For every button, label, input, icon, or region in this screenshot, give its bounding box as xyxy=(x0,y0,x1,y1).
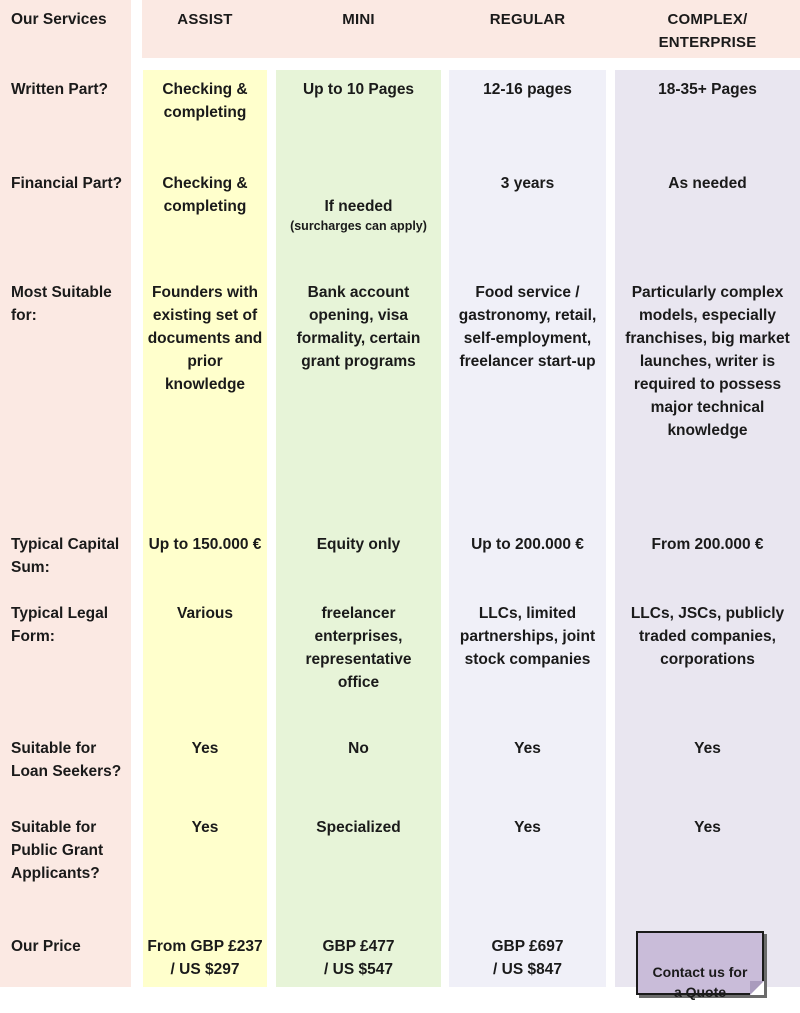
written-complex: 18-35+ Pages xyxy=(658,81,757,98)
financial-regular: 3 years xyxy=(500,175,555,192)
column-header-regular: REGULAR xyxy=(489,11,566,28)
written-assist: Checking & completing xyxy=(162,81,248,121)
complex-column-background xyxy=(615,70,800,987)
capital-complex: From 200.000 € xyxy=(651,536,764,553)
suitable-complex: Particularly complex models, especially franchises, big market launches, writer is required to possess major technical knowledge xyxy=(625,284,790,439)
financial-mini-text: If needed xyxy=(324,198,393,215)
financial-mini-note: (surcharges can apply) xyxy=(290,219,427,233)
loan-complex: Yes xyxy=(694,740,721,757)
legal-complex: LLCs, JSCs, publicly traded companies, corporations xyxy=(630,605,785,668)
capital-regular: Up to 200.000 € xyxy=(471,536,584,553)
grant-complex: Yes xyxy=(694,819,721,836)
column-header-complex: COMPLEX/ ENTERPRISE xyxy=(658,11,757,51)
loan-regular: Yes xyxy=(514,740,541,757)
row-label-legal: Typical Legal Form: xyxy=(11,605,109,645)
grant-regular: Yes xyxy=(514,819,541,836)
financial-mini xyxy=(276,172,441,257)
loan-assist: Yes xyxy=(191,740,219,757)
loan-mini: No xyxy=(348,740,369,757)
row-label-price: Our Price xyxy=(11,938,81,955)
table-title: Our Services xyxy=(11,11,107,28)
regular-column-background xyxy=(449,70,606,987)
row-label-loan: Suitable for Loan Seekers? xyxy=(11,740,122,780)
capital-assist: Up to 150.000 € xyxy=(148,536,262,553)
row-label-suitable: Most Suitable for: xyxy=(11,284,112,324)
contact-quote-label: Contact us for a Quote xyxy=(652,964,748,1000)
column-header-mini: MINI xyxy=(342,11,375,28)
legal-assist: Various xyxy=(177,605,233,622)
financial-assist: Checking & completing xyxy=(162,175,248,215)
row-label-capital: Typical Capital Sum: xyxy=(11,536,120,576)
legal-mini: freelancer enterprises, representative office xyxy=(305,605,412,691)
row-label-financial: Financial Part? xyxy=(11,175,123,192)
grant-mini: Specialized xyxy=(316,819,401,836)
price-regular: GBP £697 / US $847 xyxy=(491,938,564,978)
financial-complex: As needed xyxy=(668,175,747,192)
suitable-regular: Food service / gastronomy, retail, self-employment, freelancer start-up xyxy=(458,284,597,370)
written-mini: Up to 10 Pages xyxy=(302,81,415,98)
price-mini: GBP £477 / US $547 xyxy=(322,938,395,978)
row-label-written: Written Part? xyxy=(11,81,109,98)
page-curl-icon xyxy=(750,981,764,995)
price-assist: From GBP £237 / US $297 xyxy=(147,938,263,978)
legal-regular: LLCs, limited partnerships, joint stock companies xyxy=(459,605,596,668)
row-label-grant: Suitable for Public Grant Applicants? xyxy=(11,819,104,882)
column-header-assist: ASSIST xyxy=(177,11,233,28)
capital-mini: Equity only xyxy=(316,536,401,553)
contact-quote-button[interactable] xyxy=(636,931,764,1000)
suitable-assist: Founders with existing set of documents and prior knowledge xyxy=(147,284,263,393)
grant-assist: Yes xyxy=(191,819,219,836)
written-regular: 12-16 pages xyxy=(483,81,572,98)
suitable-mini: Bank account opening, visa formality, certain grant programs xyxy=(296,284,421,370)
